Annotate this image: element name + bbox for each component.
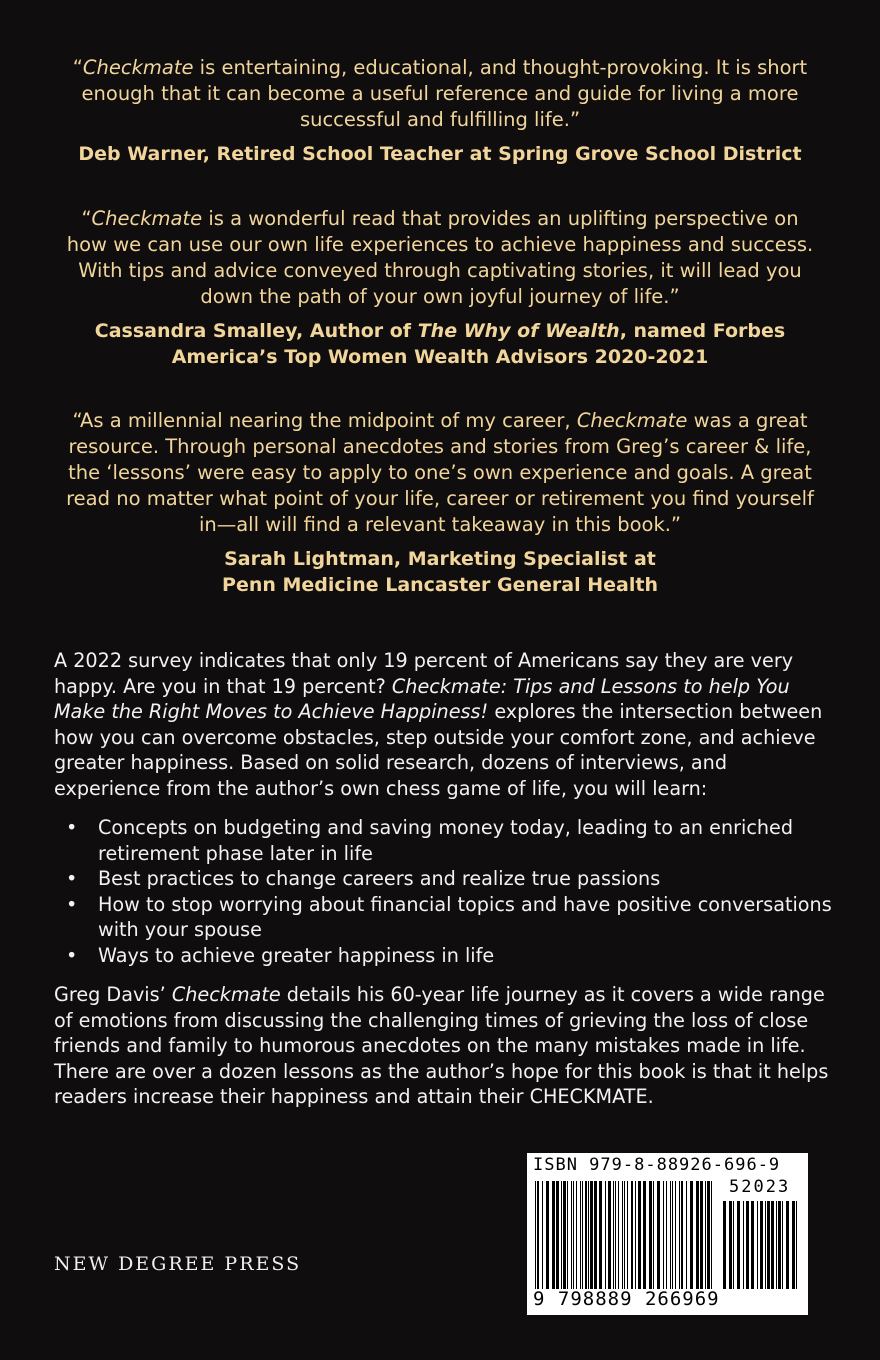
barcode-bar (679, 1181, 680, 1289)
book-description (54, 648, 832, 1110)
barcode-bar (653, 1181, 654, 1289)
testimonial-2 (60, 206, 820, 370)
book-full-title: Checkmate: Tips and Lessons to help You Make the Right Moves to Achieve Happiness! (54, 674, 790, 723)
para-text: Greg Davis’ (54, 983, 172, 1006)
barcode-bar (737, 1201, 740, 1289)
publisher-name: NEW DEGREE PRESS (54, 1253, 302, 1275)
barcode-bar (599, 1181, 602, 1289)
barcode-addon-bars (723, 1201, 801, 1289)
barcode-bar (760, 1201, 763, 1289)
attribution-line-1: Sarah Lightman, Marketing Specialist at (224, 548, 656, 570)
book-title: Checkmate (576, 409, 688, 432)
para-text: details his 60-year life journey as it covers a wide range of emotions from discussing the challenging times of grieving the loss of close friends and family to humorous anecdotes on the many mistakes made in life. There are over a dozen lessons as the author’s hope for this book is that it helps readers increase their happiness and attain their CHECKMATE. (54, 983, 829, 1108)
open-quote-mark: “ (81, 207, 92, 230)
barcode-bar (537, 1181, 539, 1289)
barcode-bar (670, 1181, 671, 1289)
barcode-bar (624, 1181, 625, 1289)
barcode-bar (743, 1201, 744, 1289)
attribution-name: Cassandra Smalley, Author of (94, 320, 418, 342)
barcode-bar (588, 1181, 589, 1289)
barcode-bar (681, 1181, 683, 1289)
barcode-bar (675, 1181, 676, 1289)
barcode-bar (556, 1181, 559, 1289)
description-paragraph-1 (54, 648, 832, 801)
barcode-bar (657, 1181, 660, 1289)
barcode-bar (613, 1181, 614, 1289)
barcode-bar (765, 1201, 766, 1289)
barcode-bar (546, 1181, 549, 1289)
list-item: • How to stop worrying about financial topics and have positive conversations with your spouse (54, 892, 832, 943)
barcode-addon-number: 52023 (729, 1177, 791, 1197)
barcode-bar (643, 1181, 646, 1289)
barcode-bar (751, 1201, 754, 1289)
barcode-bar (615, 1181, 616, 1289)
barcode-bar (792, 1201, 795, 1289)
testimonial-attribution: Deb Warner, Retired School Teacher at Spring Grove School District (78, 143, 802, 165)
barcode-bar (618, 1181, 619, 1289)
barcode-bar (757, 1201, 758, 1289)
barcode-bar (535, 1181, 536, 1289)
barcode-bar (686, 1181, 687, 1289)
barcode-bar (594, 1181, 597, 1289)
barcode-bar (608, 1181, 611, 1289)
barcode-bar (585, 1181, 587, 1289)
lessons-list (54, 815, 832, 968)
barcode-bar (571, 1181, 572, 1289)
barcode-bar (690, 1181, 693, 1289)
testimonial-1 (60, 55, 820, 167)
attribution-credential: , named Forbes America’s Top Women Wealth Advisors 2020-2021 (171, 320, 786, 368)
barcode-bar (723, 1201, 726, 1289)
barcode-bar (582, 1181, 583, 1289)
barcode-bar (782, 1201, 783, 1289)
barcode-bar (786, 1201, 789, 1289)
barcode-bar (776, 1201, 777, 1289)
barcode-bar (711, 1181, 712, 1289)
barcode-bar (605, 1181, 606, 1289)
barcode-bar (672, 1181, 673, 1289)
quote-intro: “As a millennial nearing the midpoint of my career, (72, 409, 577, 432)
quote-body: is a wonderful read that provides an uplifting perspective on how we can use our own life experiences to achieve happiness and success. With tips and advice conveyed through captivating stories, it will lead you down the path of your own joyful journey of life.” (66, 207, 814, 308)
book-title: Checkmate (91, 207, 203, 230)
para-text: explores the intersection between how you can overcome obstacles, step outside your comfort zone, and achieve greater happiness. Based on solid research, dozens of interviews, and experience from the author’s own chess game of life, you will learn: (54, 700, 823, 800)
barcode-bar (580, 1181, 581, 1289)
barcode-bar (590, 1181, 593, 1289)
barcode-number: 9 798889 266969 (533, 1288, 720, 1310)
barcode-bar (627, 1181, 628, 1289)
barcode-bar (746, 1201, 749, 1289)
barcode-bar (563, 1181, 566, 1289)
quote-body: is entertaining, educational, and thought-provoking. It is short enough that it can become a useful reference and guide for living a more successful and fulfilling life.” (81, 56, 808, 131)
barcode-bar (622, 1181, 623, 1289)
book-title: Checkmate (82, 56, 194, 79)
barcode-bar (576, 1181, 577, 1289)
isbn-barcode (527, 1153, 808, 1315)
barcode-bar (567, 1181, 568, 1289)
attribution-book: The Why of Wealth (417, 320, 620, 342)
barcode-bar (638, 1181, 641, 1289)
barcode-bar (796, 1201, 797, 1289)
attribution-line-2: Penn Medicine Lancaster General Health (222, 574, 658, 596)
list-item: • Concepts on budgeting and saving money today, leading to an enriched retirement phase later in life (54, 815, 832, 866)
testimonial-3 (60, 408, 820, 598)
barcode-bar (696, 1181, 699, 1289)
barcode-bar (631, 1181, 633, 1289)
barcode-bar (778, 1201, 781, 1289)
barcode-bar (733, 1201, 734, 1289)
barcode-bar (666, 1181, 667, 1289)
barcode-bar (771, 1201, 774, 1289)
barcode-bar (561, 1181, 562, 1289)
testimonial-quote (60, 55, 820, 133)
open-quote-mark: “ (72, 56, 83, 79)
testimonial-quote (60, 206, 820, 310)
barcode-bar (700, 1181, 703, 1289)
barcode-bars (535, 1181, 717, 1289)
testimonial-attribution (60, 546, 820, 598)
testimonial-quote (60, 408, 820, 538)
barcode-bar (542, 1181, 543, 1289)
testimonial-attribution (60, 318, 820, 370)
barcode-bar (729, 1201, 732, 1289)
list-item: • Ways to achieve greater happiness in life (54, 943, 832, 969)
quote-body: was a great resource. Through personal anecdotes and stories from Greg’s career & life, the ‘lessons’ were easy to apply to one’s own experience and goals. A great read no matter what point of your life, career or retirement you find yourself in—all will find a relevant takeaway in this book.” (66, 409, 814, 536)
barcode-bar (663, 1181, 664, 1289)
barcode-bar (573, 1181, 574, 1289)
description-paragraph-2 (54, 982, 832, 1110)
para-text: A 2022 survey indicates that only 19 percent of Americans say they are very happy. Are you in that 19 percent? (54, 649, 794, 698)
barcode-bar (552, 1181, 555, 1289)
barcode-bar (705, 1181, 706, 1289)
book-title: Checkmate (171, 983, 281, 1006)
barcode-bar (649, 1181, 652, 1289)
barcode-bar (767, 1201, 770, 1289)
isbn-label: ISBN 979-8-88926-696-9 (533, 1155, 781, 1175)
barcode-bar (707, 1181, 710, 1289)
list-item: • Best practices to change careers and realize true passions (54, 866, 832, 892)
barcode-bar (635, 1181, 636, 1289)
